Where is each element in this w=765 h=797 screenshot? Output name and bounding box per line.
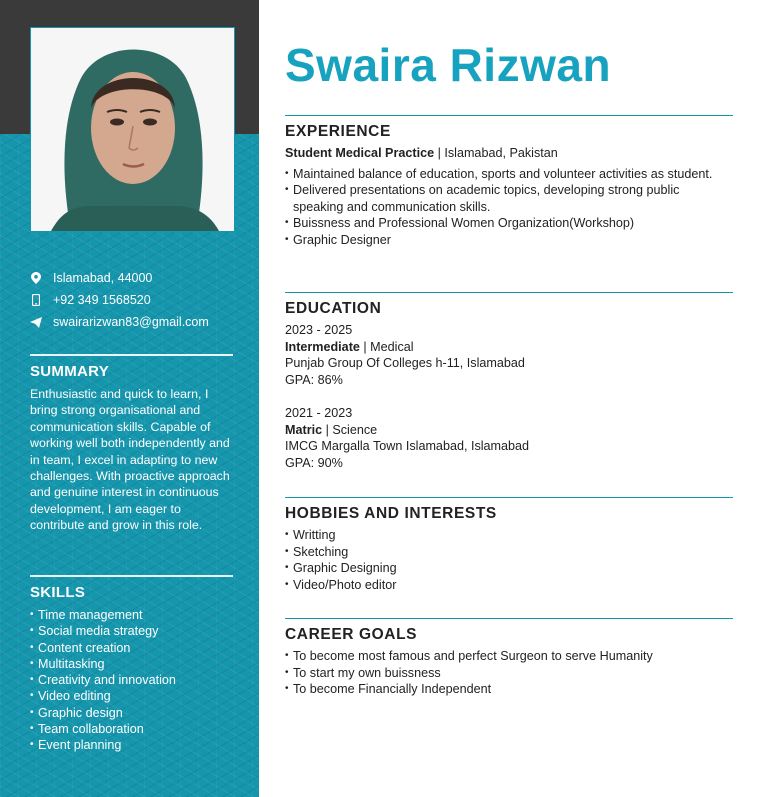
education-school: Punjab Group Of Colleges h-11, Islamabad: [285, 356, 525, 370]
education-degree: [285, 339, 733, 356]
experience-item: • Buissness and Professional Women Organization(Workshop): [285, 215, 733, 232]
hobbies-heading: HOBBIES AND INTERESTS: [285, 505, 497, 522]
hobbies-list: [285, 527, 733, 593]
education-field: | Science: [322, 422, 378, 437]
summary-divider: [30, 354, 233, 356]
education-divider: [285, 292, 733, 293]
goals-section: [285, 618, 733, 698]
experience-heading: EXPERIENCE: [285, 123, 391, 140]
skill-item: • Time management: [30, 607, 233, 623]
phone-icon: [30, 294, 42, 306]
hobby-item: • Video/Photo editor: [285, 577, 733, 594]
education-gpa: GPA: 86%: [285, 372, 343, 387]
profile-photo: [30, 27, 235, 232]
education-entry: [285, 322, 733, 388]
skill-item: • Graphic design: [30, 705, 233, 721]
hobby-item: • Graphic Designing: [285, 560, 733, 577]
education-section: [285, 292, 733, 471]
contact-email: [30, 311, 209, 333]
education-gpa: GPA: 90%: [285, 455, 343, 470]
experience-item: • Maintained balance of education, sports and volunteer activities as student.: [285, 166, 733, 183]
skills-list: [30, 607, 233, 754]
candidate-name: Swaira Rizwan: [285, 39, 612, 91]
hobbies-divider: [285, 497, 733, 498]
education-degree: [285, 422, 733, 439]
skill-item: • Team collaboration: [30, 721, 233, 737]
education-school: IMCG Margalla Town Islamabad, Islamabad: [285, 439, 530, 453]
contact-location-text: Islamabad, 44000: [53, 271, 153, 285]
hobby-item: • Sketching: [285, 544, 733, 561]
experience-role: Student Medical Practice: [285, 146, 435, 160]
experience-location: | Islamabad, Pakistan: [434, 146, 558, 160]
contact-email-text: swairarizwan83@gmail.com: [53, 315, 209, 329]
contact-phone-text: +92 349 1568520: [53, 293, 151, 307]
experience-title: [285, 145, 733, 162]
goal-item: • To become most famous and perfect Surgeon to serve Humanity: [285, 648, 733, 665]
summary-heading: SUMMARY: [30, 363, 110, 380]
hobbies-section: [285, 497, 733, 593]
contact-phone: [30, 289, 209, 311]
sidebar: [0, 0, 259, 797]
contact-location: [30, 267, 209, 289]
education-level: Intermediate: [285, 339, 360, 354]
goals-list: [285, 648, 733, 698]
skills-divider: [30, 575, 233, 577]
skills-section: [30, 575, 233, 754]
goals-divider: [285, 618, 733, 619]
education-field: | Medical: [359, 339, 414, 354]
education-entry: [285, 405, 733, 471]
experience-item: • Graphic Designer: [285, 232, 733, 249]
contact-info: [30, 267, 209, 333]
goal-item: • To become Financially Independent: [285, 681, 733, 698]
education-years: 2021 - 2023: [285, 406, 353, 420]
skill-item: • Content creation: [30, 640, 233, 656]
skill-item: • Social media strategy: [30, 623, 233, 639]
experience-item: • Delivered presentations on academic topics, developing strong public speaking and communication skills.: [285, 182, 733, 215]
skill-item: • Multitasking: [30, 656, 233, 672]
summary-section: [30, 354, 233, 534]
skill-item: • Creativity and innovation: [30, 672, 233, 688]
map-pin-icon: [30, 272, 42, 284]
goals-heading: CAREER GOALS: [285, 626, 418, 643]
experience-list: [285, 166, 733, 249]
education-level: Matric: [285, 422, 323, 437]
education-heading: EDUCATION: [285, 300, 382, 317]
send-icon: [30, 316, 42, 328]
skill-item: • Event planning: [30, 737, 233, 753]
experience-divider: [285, 115, 733, 116]
skill-item: • Video editing: [30, 688, 233, 704]
hobby-item: • Writting: [285, 527, 733, 544]
goal-item: • To start my own buissness: [285, 665, 733, 682]
education-years: 2023 - 2025: [285, 323, 353, 337]
skills-heading: SKILLS: [30, 584, 86, 601]
experience-section: [285, 115, 733, 248]
summary-text: Enthusiastic and quick to learn, I bring strong organisational and communication skills. Capable of working well both independently and in team, I excel in adapting to new challenges. With proactive approach and genuine interest in continuous development, I am eager to contribute and grow in this role.: [30, 387, 230, 533]
